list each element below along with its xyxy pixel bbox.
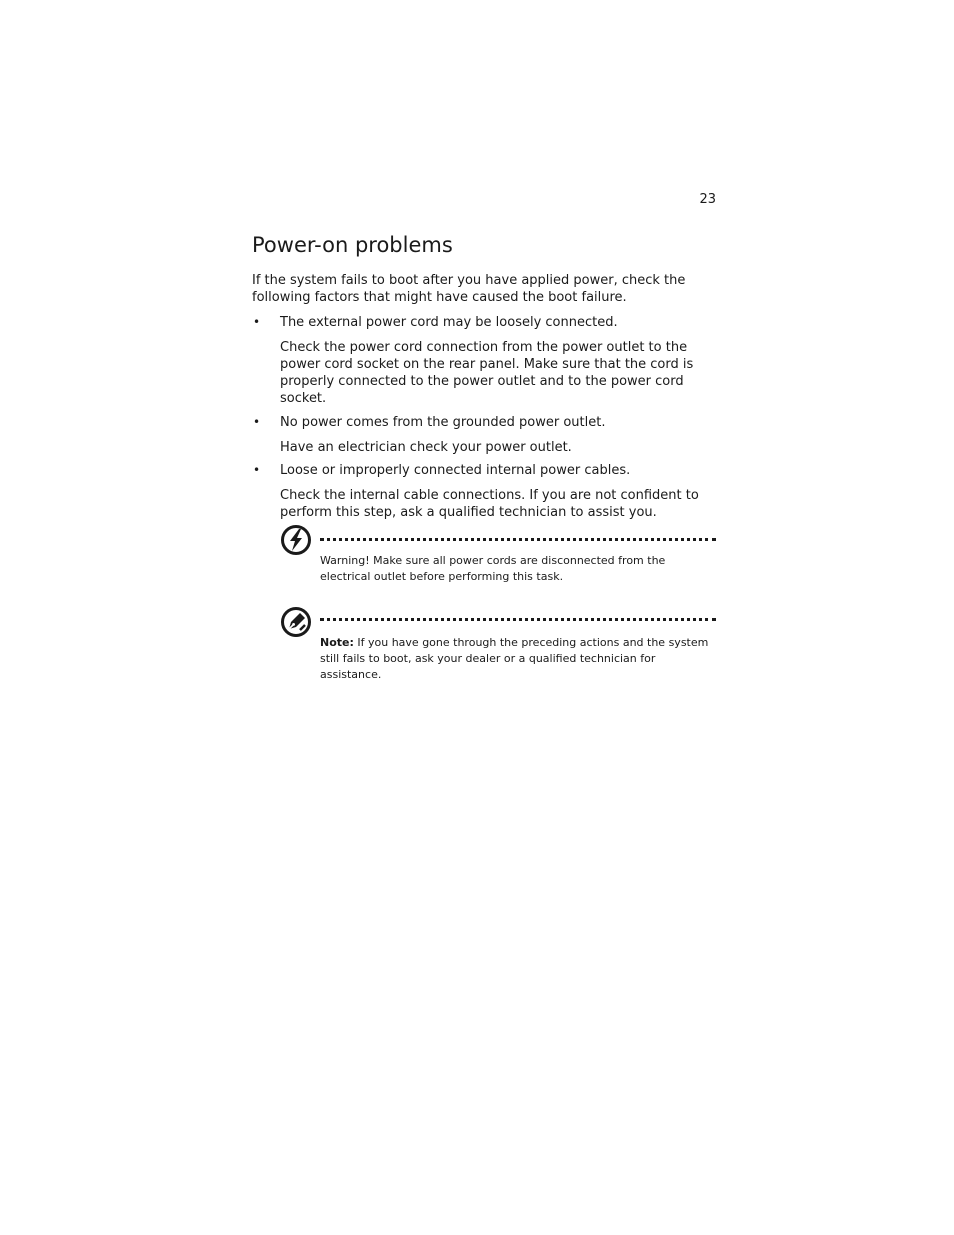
note-pen-icon <box>280 606 312 638</box>
list-item-2-detail: Have an electrician check your power outlet. <box>280 440 572 455</box>
page-number: 23 <box>699 192 716 207</box>
note-divider <box>320 618 716 621</box>
intro-paragraph: If the system fails to boot after you have applied power, check the following factors that might have caused the boot failure. <box>252 273 686 305</box>
list-item-3-detail: Check the internal cable connections. If you are not confident to perform this step, ask a qualified technician to assist you. <box>280 488 699 520</box>
list-item-3: Loose or improperly connected internal power cables. <box>280 463 631 478</box>
bullet-3: • <box>253 463 261 477</box>
section-title: Power-on problems <box>252 233 453 257</box>
bullet-2: • <box>253 415 261 429</box>
warning-lightning-icon <box>280 524 312 556</box>
note-text <box>320 635 716 683</box>
note-label: Note: <box>320 636 354 649</box>
note-body: If you have gone through the preceding actions and the system still fails to boot, ask your dealer or a qualified technician for assistance. <box>320 636 709 681</box>
list-item-1: The external power cord may be loosely connected. <box>280 315 618 330</box>
warning-divider <box>320 538 716 541</box>
list-item-1-detail: Check the power cord connection from the power outlet to the power cord socket on the rear panel. Make sure that the cord is properly connected to the power outlet and to the power cord socket. <box>280 340 694 406</box>
list-item-2: No power comes from the grounded power outlet. <box>280 415 606 430</box>
warning-text: Warning! Make sure all power cords are disconnected from the electrical outlet before performing this task. <box>320 554 666 583</box>
bullet-1: • <box>253 315 261 329</box>
